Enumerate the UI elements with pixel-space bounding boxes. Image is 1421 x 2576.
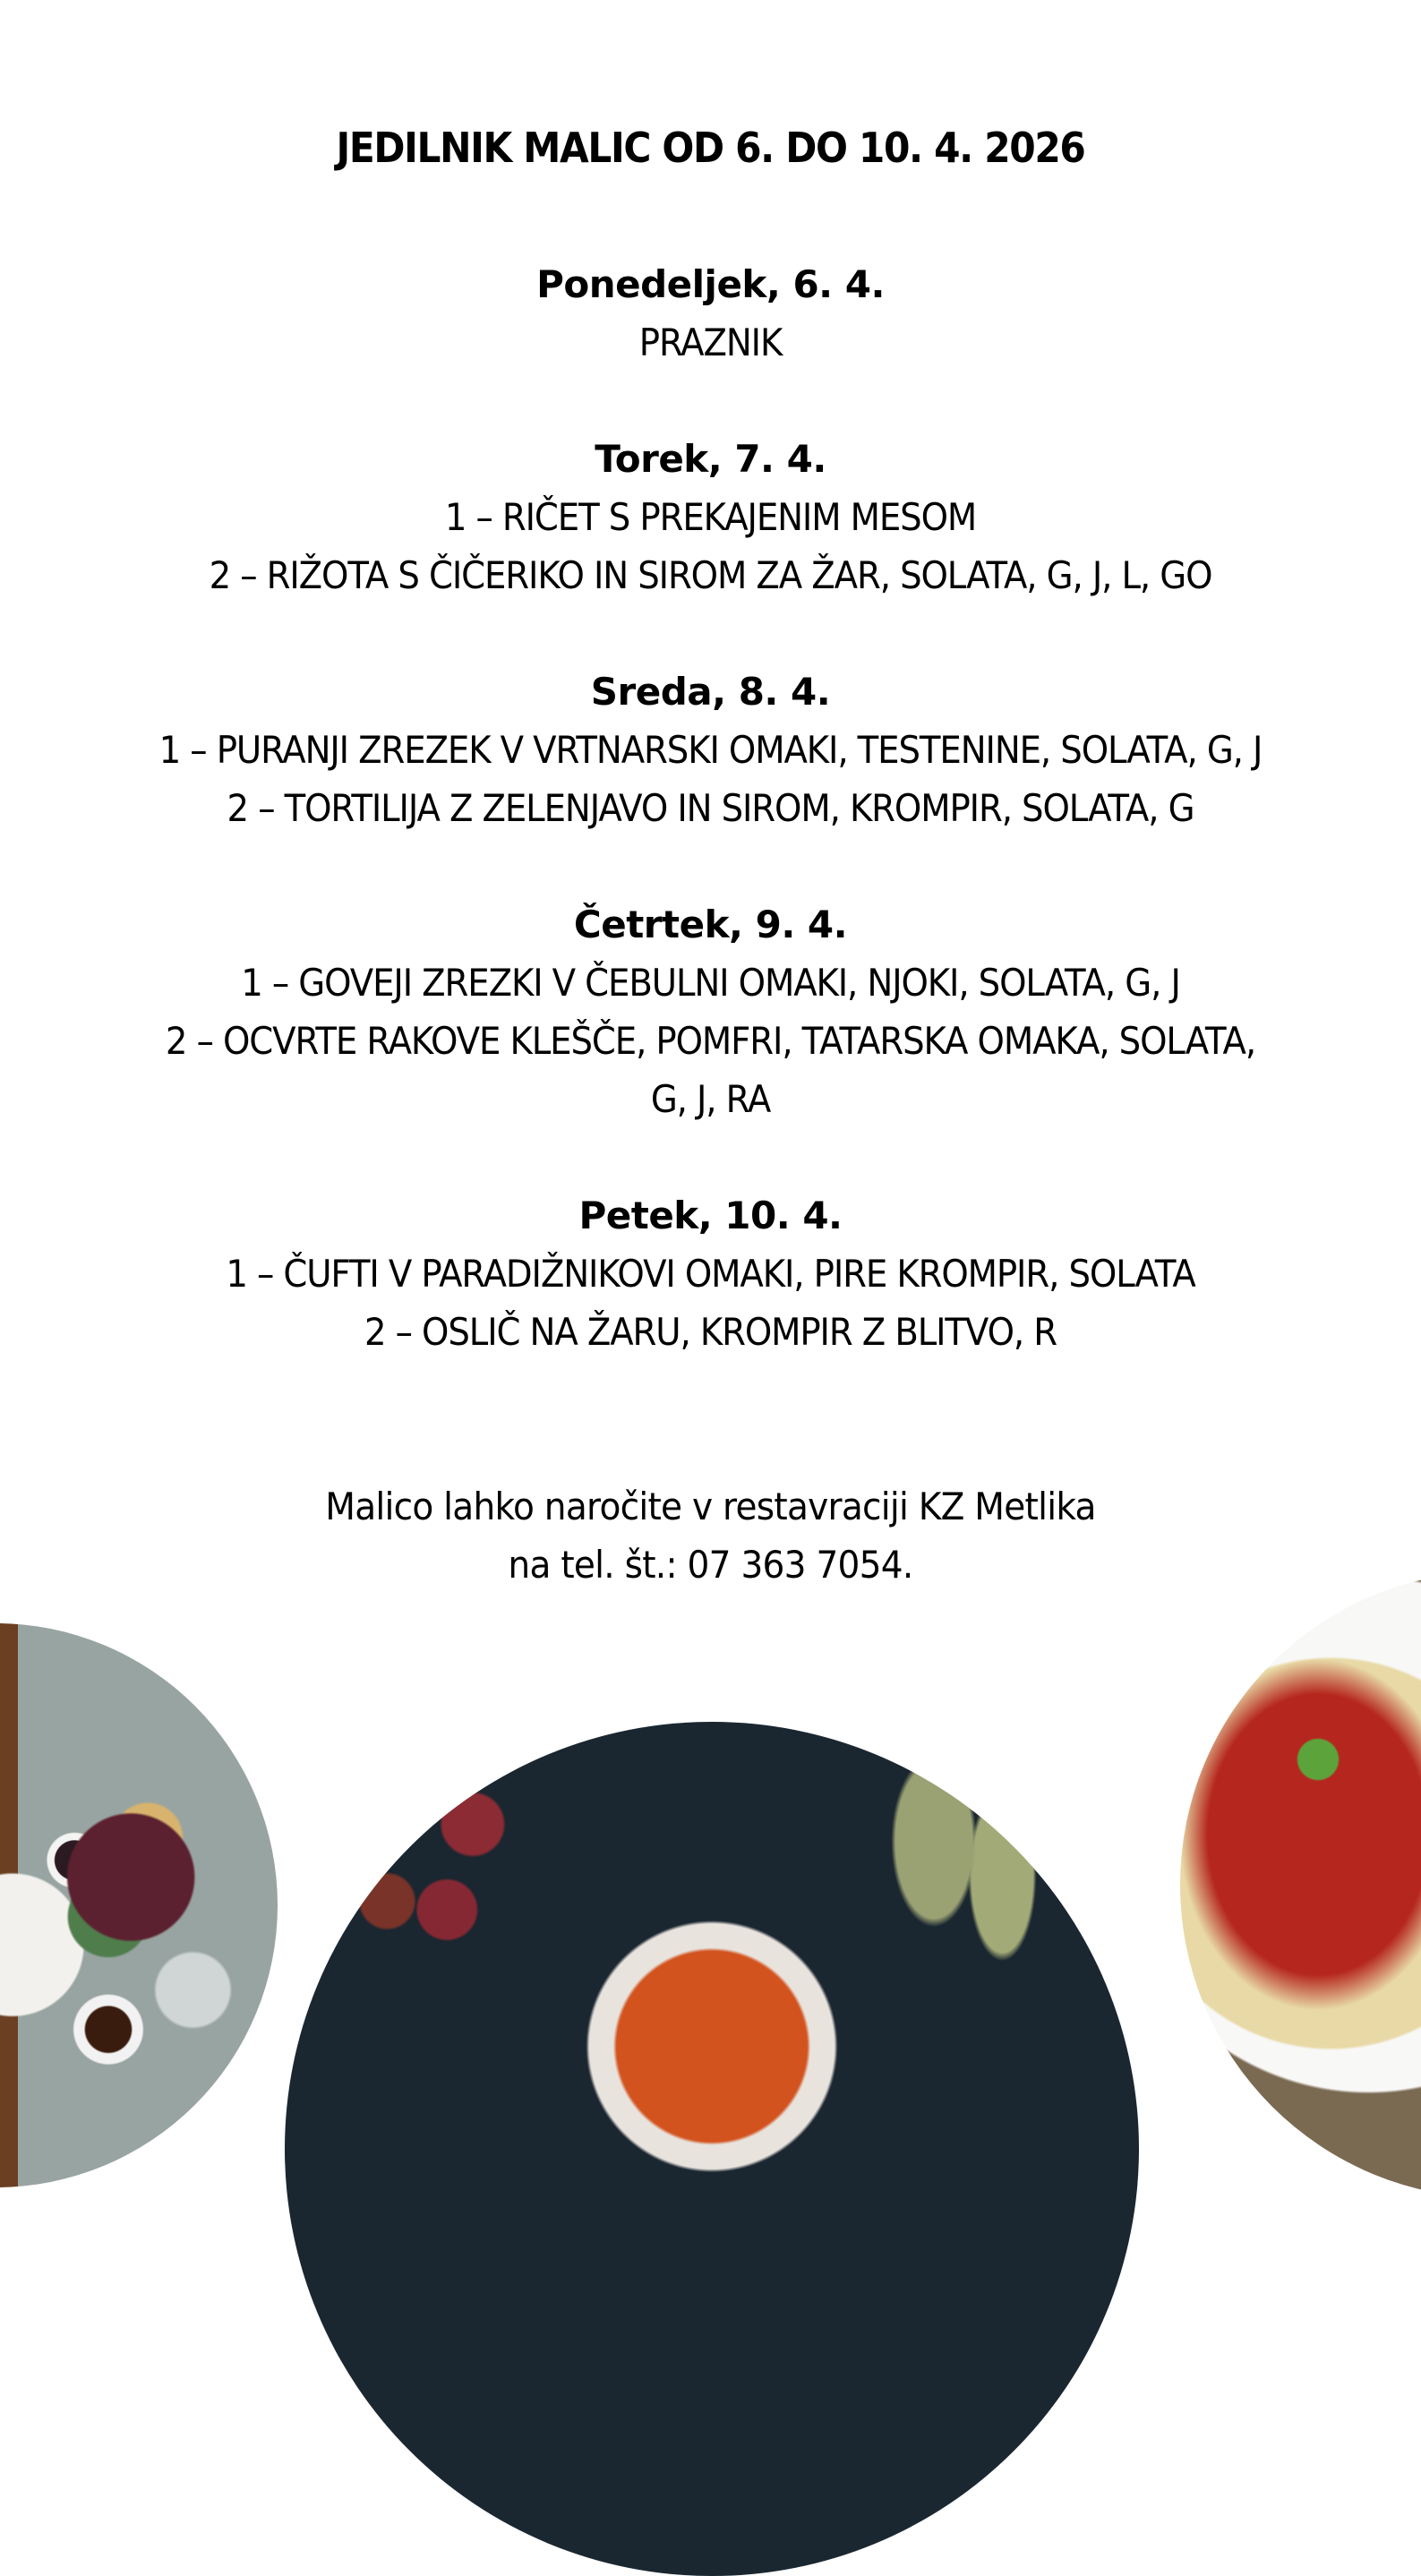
- dish-item: 1 – PURANJI ZREZEK V VRTNARSKI OMAKI, TESTENINE, SOLATA, G, J: [158, 728, 1263, 772]
- menu-days: [0, 255, 1421, 1419]
- dish-item: 2 – OCVRTE RAKOVE KLEŠČE, POMFRI, TATARSKA OMAKA, SOLATA,: [165, 1019, 1256, 1063]
- contact-line-phone: na tel. št.: 07 363 7054.: [508, 1543, 913, 1587]
- day-heading: Četrtek, 9. 4.: [573, 903, 848, 946]
- dish-item: 1 – GOVEJI ZREZKI V ČEBULNI OMAKI, NJOKI, SOLATA, G, J: [241, 961, 1180, 1005]
- menu-title: JEDILNIK MALIC OD 6. DO 10. 4. 2026: [336, 124, 1085, 172]
- day-heading: Sreda, 8. 4.: [590, 670, 831, 714]
- day-friday: [0, 1186, 1421, 1361]
- day-heading: Torek, 7. 4.: [595, 437, 826, 481]
- curry-bowl-photo: [285, 1722, 1139, 2576]
- day-heading: Ponedeljek, 6. 4.: [536, 262, 885, 306]
- contact-line-restaurant: Malico lahko naročite v restavraciji KZ Metlika: [325, 1485, 1096, 1528]
- dish-item-continued: G, J, RA: [650, 1077, 771, 1121]
- day-thursday: [0, 895, 1421, 1128]
- dish-item: 2 – RIŽOTA S ČIČERIKO IN SIROM ZA ŽAR, SOLATA, G, J, L, GO: [209, 553, 1212, 597]
- breakfast-table-photo: [0, 1623, 278, 2187]
- day-monday: [0, 255, 1421, 372]
- dish-item: 2 – OSLIČ NA ŽARU, KROMPIR Z BLITVO, R: [364, 1310, 1057, 1354]
- dish-item: PRAZNIK: [638, 321, 783, 364]
- day-wednesday: [0, 663, 1421, 837]
- dish-item: 1 – ČUFTI V PARADIŽNIKOVI OMAKI, PIRE KROMPIR, SOLATA: [226, 1252, 1195, 1296]
- dish-item: 1 – RIČET S PREKAJENIM MESOM: [444, 495, 977, 539]
- day-heading: Petek, 10. 4.: [578, 1194, 843, 1237]
- spaghetti-photo: [1180, 1571, 1421, 2198]
- order-contact: [50, 1477, 1372, 1594]
- dish-item: 2 – TORTILIJA Z ZELENJAVO IN SIROM, KROMPIR, SOLATA, G: [227, 786, 1194, 830]
- day-tuesday: [0, 430, 1421, 604]
